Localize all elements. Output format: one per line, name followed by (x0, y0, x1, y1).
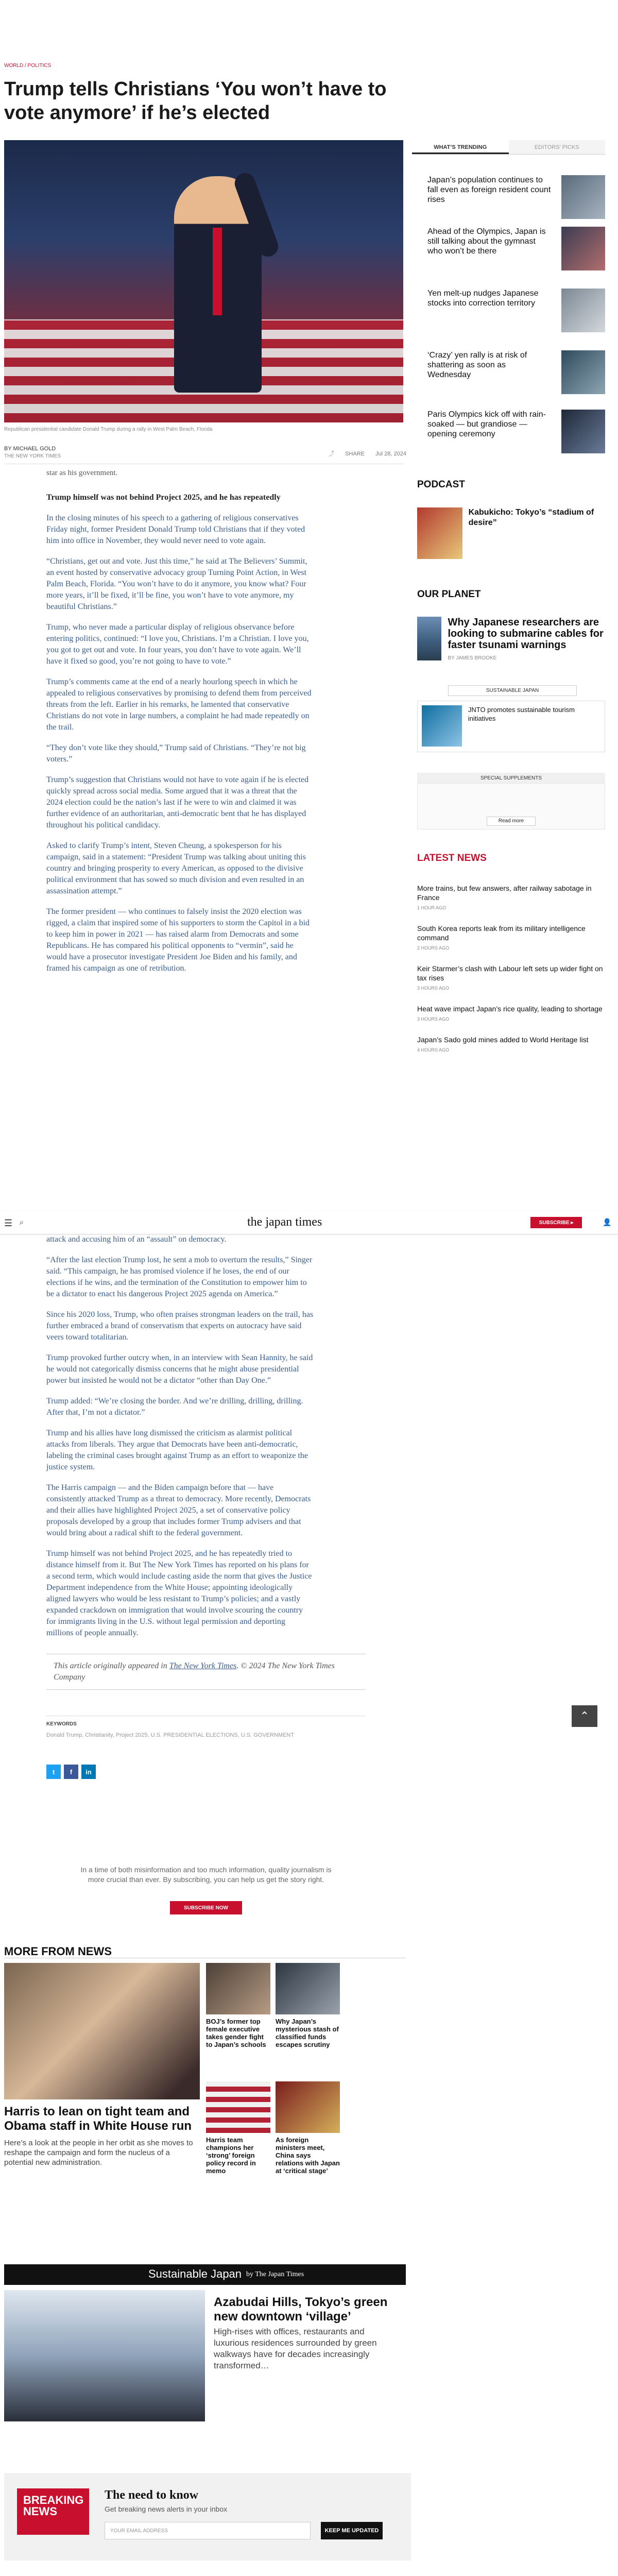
trending-thumbnail (561, 350, 605, 394)
site-logo[interactable]: the japan times (247, 1215, 322, 1229)
latest-news-item[interactable] (417, 1035, 605, 1055)
feature-description: Here’s a look at the people in her orbit as she moves to reshape the campaign and form the nucleus of a potential new administration. (4, 2139, 193, 2167)
article-paragraph: Since his 2020 loss, Trump, who often praises strongman leaders on the trail, has further embraced a brand of conservatism that experts on autocracy have said veers toward totalitarian. (46, 1310, 314, 1342)
article-paragraph: The Harris campaign — and the Biden campaign before that — have consistently attacked Trump as a threat to democracy. More recently, Democrats and their allies have highlighted Project 2025, a set of conservative policy proposals developed by a group that includes former Trump advisers and that would bring about a radical shift to the federal government. (46, 1483, 311, 1537)
sj-description: High-rises with offices, restaurants and luxurious residences surrounded by green walkways have for decades increasingly transformed… (214, 2327, 377, 2370)
sj-banner-right: by The Japan Times (246, 2270, 304, 2278)
trending-item[interactable] (427, 175, 605, 219)
share-row (319, 449, 406, 457)
news-card-title[interactable]: BOJ’s former top female executive takes gender fight to Japan’s schools (206, 2018, 266, 2048)
speaker-tie (213, 228, 222, 315)
keywords-title: KEYWORDS (46, 1721, 77, 1727)
trending-title[interactable]: Japan’s population continues to fall even as foreign resident count rises (427, 176, 551, 204)
podcast-item[interactable] (417, 507, 605, 559)
article-headline: Trump tells Christians ‘You won’t have to vote anymore’ if he’s elected (4, 78, 387, 124)
tab-editors-picks[interactable]: EDITORS’ PICKS (509, 140, 606, 154)
read-more-button[interactable]: Read more (487, 817, 536, 826)
planet-item[interactable] (417, 617, 605, 664)
article-date: Jul 28, 2024 (375, 451, 406, 457)
latest-news-time: 3 HOURS AGO (417, 1016, 450, 1022)
planet-byline: BY JAMES BROOKE (448, 655, 497, 661)
planet-headline[interactable] (448, 617, 605, 664)
share-label[interactable]: SHARE (345, 451, 365, 457)
byline-author[interactable]: BY MICHAEL GOLD (4, 446, 56, 452)
article-paragraph: attack and accusing him of an “assault” on democracy. (46, 1235, 227, 1244)
latest-news-time: 4 HOURS AGO (417, 1047, 450, 1053)
breaking-news-badge: BREAKING NEWS (17, 2488, 89, 2535)
menu-icon[interactable]: ☰ (4, 1218, 13, 1228)
news-card-thumbnail (276, 2081, 340, 2133)
keywords-list[interactable]: Donald Trump, Christianity, Project 2025, U.S. PRESIDENTIAL ELECTIONS, U.S. GOVERNMENT (46, 1732, 295, 1738)
latest-news-headline[interactable]: South Korea reports leak from its military intelligence command (417, 924, 586, 942)
breadcrumb[interactable]: WORLD / POLITICS (4, 63, 52, 69)
newsletter-title: The need to know (105, 2488, 199, 2502)
linkedin-icon[interactable]: in (81, 1765, 96, 1779)
trending-title[interactable]: Ahead of the Olympics, Japan is still talking about the gymnast who won’t be there (427, 227, 546, 256)
facebook-icon[interactable]: f (64, 1765, 78, 1779)
latest-news-title: LATEST NEWS (417, 853, 487, 863)
news-card[interactable] (206, 1963, 270, 2048)
sj-thumbnail (422, 705, 462, 747)
more-from-news-title: MORE FROM NEWS (4, 1945, 112, 1958)
podcast-headline[interactable]: Kabukicho: Tokyo’s “stadium of desire” (468, 508, 594, 527)
attribution-suffix: . © 2024 The New York Times Company (54, 1662, 335, 1682)
latest-news-headline[interactable]: More trains, but few answers, after railway sabotage in France (417, 884, 592, 902)
subscribe-pitch-text: In a time of both misinformation and too much information, quality journalism is more crucial than ever. By subscribing, you can help us get the story right. (80, 1866, 332, 1884)
planet-title: OUR PLANET (417, 589, 481, 600)
podcast-title: PODCAST (417, 479, 465, 490)
trending-title[interactable]: ‘Crazy’ yen rally is at risk of shattering as soon as Wednesday (427, 351, 527, 379)
latest-news-time: 2 HOURS AGO (417, 945, 450, 951)
article-paragraph: The former president — who continues to falsely insist the 2020 election was rigged, a claim that inspired some of his supporters to storm the Capitol in a bid to keep him in power in 2021 — has raised alarm from Democrats and some Republicans. He has compared his political opponents to “vermin”, said he would have a prosecutor investigate President Joe Biden and his family, and framed his campaign as one of retribution. (46, 907, 310, 973)
article-paragraph: Trump and his allies have long dismissed the criticism as alarmist political attacks from liberals. They argue that Democrats have been anti-democratic, labeling the criminal cases brought against Trump as an effort to weaponize the justice system. (46, 1429, 308, 1471)
article-paragraph: Trump provoked further outcry when, in an interview with Sean Hannity, he said he would not categorically dismiss concerns that he might abuse presidential power but insisted he would not be a dictator “other than Day One.” (46, 1353, 313, 1385)
tab-trending[interactable]: WHAT’S TRENDING (412, 140, 509, 154)
newsletter-description: Get breaking news alerts in your inbox (105, 2505, 228, 2513)
article-body-part1 (46, 492, 314, 984)
subscribe-button[interactable]: SUBSCRIBE ▸ (530, 1217, 582, 1228)
trending-item[interactable] (427, 289, 605, 332)
user-icon[interactable]: 👤 (603, 1218, 612, 1226)
trending-title[interactable]: Paris Olympics kick off with rain-soaked — but grandiose — opening ceremony (427, 410, 546, 438)
article-paragraph: Asked to clarify Trump’s intent, Steven Cheung, a spokesperson for his campaign, said in a statement: “President Trump was talking about uniting this country and bringing prosperity to every American, as opposed to the divisive political environment that has sowed so much division and even resulted in an assassination attempt.” (46, 841, 306, 895)
trending-item[interactable] (427, 350, 605, 394)
article-body-part2 (46, 1234, 314, 1648)
email-field[interactable]: YOUR EMAIL ADDRESS (105, 2522, 311, 2539)
article-paragraph: Trump’s suggestion that Christians would not have to vote again if he is elected quickly spread across social media. Some argued that it was a threat that the 2024 election could be the nation’s last if he were to win and claimed it was further evidence of an authoritarian, anti-democratic bent that he has displayed throughout his political candidacy. (46, 775, 309, 829)
trending-thumbnail (561, 175, 605, 219)
sj-card-title[interactable]: JNTO promotes sustainable tourism initiatives (468, 706, 575, 722)
news-card-thumbnail (276, 1963, 340, 2014)
trending-item[interactable] (427, 227, 605, 270)
article-paragraph: “Christians, get out and vote. Just this time,” he said at The Believers’ Summit, an event hosted by conservative advocacy group Turning Point Action, in West Palm Beach, Florida. “You won’t have to do it anymore, you know what? Four more years, it’ll be fixed, it’ll be fine, you won’t have to vote anymore, my beautiful Christians.” (46, 557, 307, 611)
article-paragraph: Trump added: “We’re closing the border. And we’re drilling, drilling, drilling. After that, I’m not a dictator.” (46, 1397, 303, 1417)
sj-headline[interactable]: Azabudai Hills, Tokyo’s green new downtown ‘village’ (214, 2295, 388, 2324)
attribution-link[interactable]: The New York Times (169, 1662, 237, 1670)
trending-title[interactable]: Yen melt-up nudges Japanese stocks into correction territory (427, 289, 539, 308)
news-card[interactable] (206, 2081, 270, 2175)
special-supplements-label: SPECIAL SUPPLEMENTS (417, 773, 605, 784)
article-paragraph: “They don’t vote like they should,” Trump said of Christians. “They’re not big voters.” (46, 743, 306, 764)
news-card[interactable] (276, 2081, 340, 2175)
latest-news-item[interactable] (417, 1004, 605, 1024)
keywords-section (46, 1716, 366, 1738)
latest-news-time: 1 HOUR AGO (417, 905, 447, 910)
feature-image[interactable] (4, 1963, 200, 2099)
news-card[interactable] (276, 1963, 340, 2048)
article-paragraph: Trump himself was not behind Project 2025, and he has repeatedly (46, 493, 281, 502)
latest-news-headline[interactable]: Japan’s Sado gold mines added to World Heritage list (417, 1036, 589, 1044)
trending-thumbnail (561, 410, 605, 453)
latest-news-item[interactable] (417, 884, 605, 912)
sj-banner-left: Sustainable Japan (148, 2267, 242, 2280)
sustainable-japan-card[interactable] (417, 701, 605, 752)
news-card-thumbnail (206, 2081, 270, 2133)
social-buttons (46, 1765, 96, 1779)
latest-news-list (417, 884, 605, 1066)
article-paragraph: “After the last election Trump lost, he sent a mob to overturn the results,” Singer said. “This campaign, he has promised violence if he loses, the end of our elections if he wins, and the termination of the Constitution to empower him to be a dictator to enact his dangerous Project 2025 agenda on America.” (46, 1256, 313, 1298)
latest-news-headline[interactable]: Heat wave impact Japan’s rice quality, leading to shortage (417, 1005, 603, 1013)
article-paragraph: In the closing minutes of his speech to a gathering of religious conservatives Friday night, former President Donald Trump told Christians that if they voted him into office in November, they would never need to vote again. (46, 514, 305, 545)
latest-news-headline[interactable]: Keir Starmer’s clash with Labour left sets up wider fight on tax rises (417, 964, 603, 982)
planet-thumbnail (417, 617, 441, 660)
news-card-title[interactable]: Why Japan’s mysterious stash of classified funds escapes scrutiny (276, 2018, 339, 2048)
article-paragraph: Trump, who never made a particular display of religious observance before entering politics, continued: “I love you, Christians. I’m a Christian. I love you, you got to get out and vote. In four years, you don’t have to vote again. We’ll have it fixed so good, you’re not going to have to vote.” (46, 623, 309, 666)
byline-org: THE NEW YORK TIMES (4, 453, 61, 459)
trending-item[interactable] (427, 410, 605, 453)
scroll-to-top-button[interactable]: ⌃ (572, 1705, 597, 1727)
twitter-icon[interactable]: t (46, 1765, 61, 1779)
sustainable-japan-banner[interactable] (4, 2264, 406, 2285)
sticky-navbar (0, 1211, 618, 1234)
latest-news-item[interactable] (417, 964, 605, 993)
subscribe-pitch (77, 1865, 335, 1885)
news-card-title[interactable]: Harris team champions her ‘strong’ foreign policy record in memo (206, 2136, 256, 2175)
article-paragraph: Trump himself was not behind Project 2025, and he has repeatedly tried to distance himself from it. But The New York Times has reported on his plans for a second term, which would include casting aside the norm that gives the Justice Department independence from the White House; appointing ideologically aligned lawyers who would be less resistant to Trump’s policies; and a vastly expanded crackdown on immigration that would involve scouring the country for immigrants living in the U.S. without legal permission and deporting millions of people annually. (46, 1549, 312, 1637)
sustainable-japan-label: SUSTAINABLE JAPAN (448, 685, 577, 696)
keep-me-updated-button[interactable]: KEEP ME UPDATED (321, 2522, 383, 2539)
latest-news-time: 3 HOURS AGO (417, 986, 450, 991)
hero-image (4, 140, 403, 422)
newsletter-signup (4, 2473, 411, 2561)
subscribe-now-button[interactable]: SUBSCRIBE NOW (170, 1901, 242, 1914)
share-icon[interactable]: ⤴ (329, 451, 334, 457)
planet-headline-text[interactable]: Why Japanese researchers are looking to submarine cables for faster tsunami warnings (448, 617, 604, 651)
latest-news-item[interactable] (417, 924, 605, 953)
podcast-thumbnail (417, 507, 462, 559)
article-cut-text: star as his government. (46, 469, 118, 477)
news-card-thumbnail (206, 1963, 270, 2014)
attribution-prefix: This article originally appeared in (54, 1662, 169, 1670)
sidebar-tabs (412, 140, 605, 155)
search-icon[interactable]: ⌕ (20, 1218, 24, 1226)
sj-feature-image[interactable] (4, 2290, 205, 2421)
news-card-title[interactable]: As foreign ministers meet, China says relations with Japan at ‘critical stage’ (276, 2136, 340, 2175)
trending-thumbnail (561, 289, 605, 332)
trending-thumbnail (561, 227, 605, 270)
feature-headline[interactable]: Harris to lean on tight team and Obama staff in White House run (4, 2105, 192, 2133)
article-paragraph: Trump’s comments came at the end of a nearly hourlong speech in which he appealed to religious conservatives by promising to defend them from perceived threats from the left. Earlier in his remarks, he lamented that conservative Christians do not vote in large numbers, a complaint he had made repeatedly on the trail. (46, 677, 312, 732)
hero-caption: Republican presidential candidate Donald Trump during a rally in West Palm Beach, Florida (4, 427, 213, 432)
article-attribution (46, 1654, 366, 1690)
